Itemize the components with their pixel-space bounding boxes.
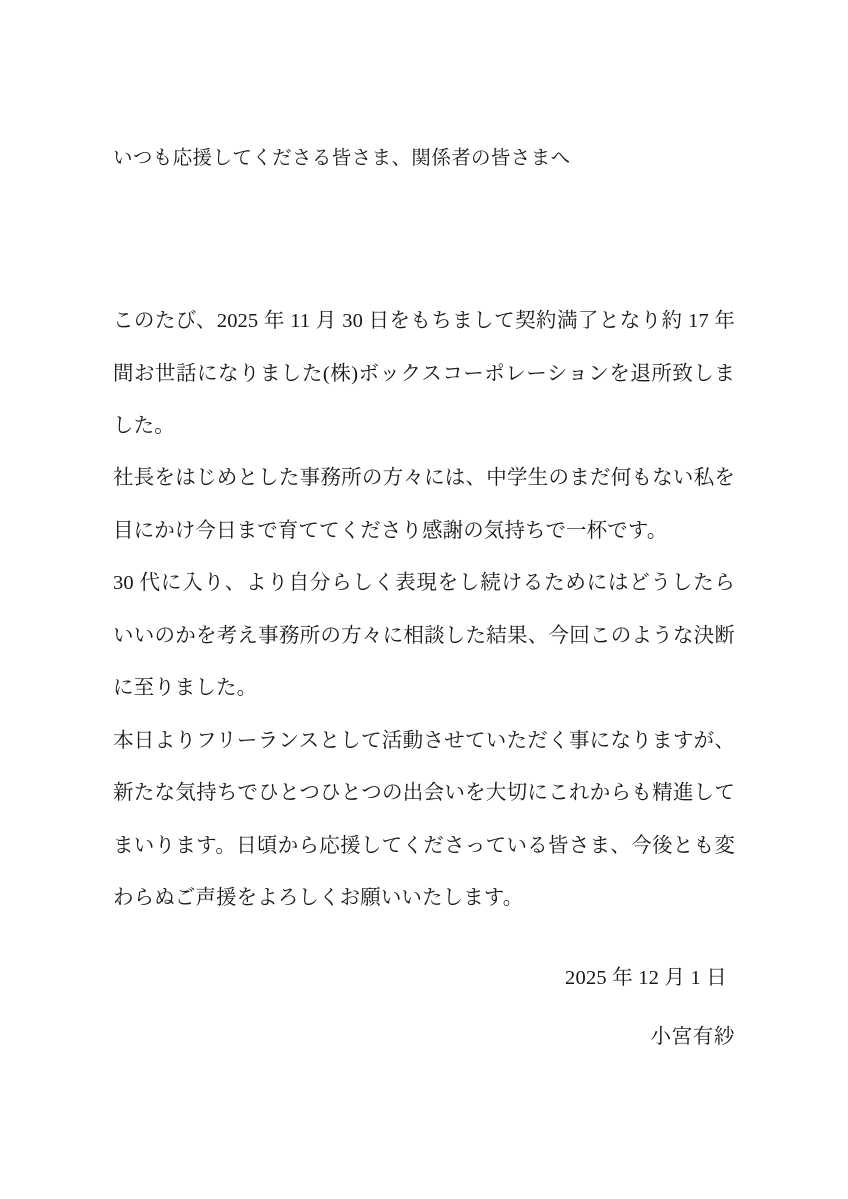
paragraph-1: このたび、2025 年 11 月 30 日をもちまして契約満了となり約 17 年間お世話になりました(株)ボックスコーポレーションを退所致しました。 <box>113 310 735 437</box>
document-body <box>113 140 735 925</box>
salutation-line: いつも応援してくださる皆さま、関係者の皆さまへ <box>113 148 571 169</box>
document-date: 2025 年 12 月 1 日 <box>565 967 727 989</box>
signature-name: 小宮有紗 <box>650 1025 735 1048</box>
closing-block <box>113 962 735 1054</box>
vertical-spacer <box>113 177 735 295</box>
paragraph-3: 30 代に入り、より自分らしく表現をし続けるためにはどうしたらいいのかを考え事務所の方々に相談した結果、今回このような決断に至りました。 <box>113 572 735 700</box>
paragraph-4: 本日よりフリーランスとして活動させていただく事になりますが、新たな気持ちでひとつひとつの出会いを大切にこれからも精進してまいります。日頃から応援してくださっている皆さま、今後とも変わらぬご声援をよろしくお願いいたします。 <box>113 729 735 910</box>
paragraph-2: 社長をはじめとした事務所の方々には、中学生のまだ何もない私を目にかけ今日まで育ててくださり感謝の気持ちで一杯です。 <box>113 467 735 542</box>
